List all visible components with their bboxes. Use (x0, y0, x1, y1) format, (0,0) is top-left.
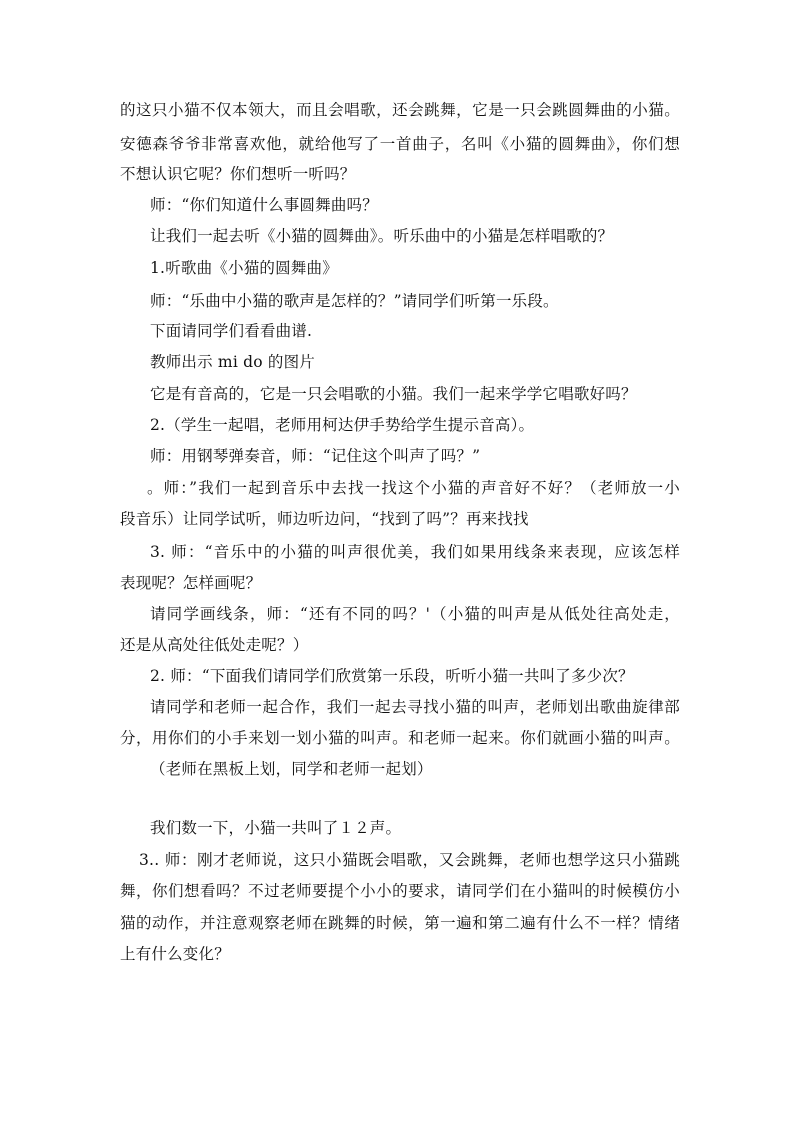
paragraph-line: 上有什么变化？ (120, 945, 230, 963)
paragraph-line: 安德森爷爷非常喜欢他，就给他写了一首曲子，名叫《小猫的圆舞曲》，你们想 (120, 135, 680, 153)
paragraph-line: 还是从高处往低处走呢？） (120, 636, 309, 654)
paragraph-line: 师：“你们知道什么事圆舞曲吗？ (150, 196, 378, 214)
paragraph-line: 段音乐）让同学试听，师边听边问，“找到了吗”？再来找找 (120, 510, 529, 528)
paragraph-line: 请同学画线条，师：“还有不同的吗？'（小猫的叫声是从低处往高处走， (150, 605, 680, 623)
paragraph-line: （老师在黑板上划，同学和老师一起划） (150, 760, 433, 778)
paragraph-line: 。师：”我们一起到音乐中去找一找这个小猫的声音好不好？（老师放一小 (147, 479, 680, 497)
paragraph-line: 2.（学生一起唱，老师用柯达伊手势给学生提示音高）。 (150, 416, 535, 434)
paragraph-line: 师：“乐曲中小猫的歌声是怎样的？”请同学们听第一乐段。 (150, 292, 559, 310)
paragraph-line: 师：用钢琴弹奏音，师：“记住这个叫声了吗？” (150, 447, 481, 465)
paragraph-line: 让我们一起去听《小猫的圆舞曲》。听乐曲中的小猫是怎样唱歌的？ (150, 227, 614, 245)
paragraph-line: 我们数一下，小猫一共叫了１２声。 (150, 819, 402, 837)
paragraph-line: 猫的动作，并注意观察老师在跳舞的时候，第一遍和第二遍有什么不一样？情绪 (120, 914, 680, 932)
paragraph-line: 它是有音高的，它是一只会唱歌的小猫。我们一起来学学它唱歌好吗？ (150, 385, 637, 403)
paragraph-line: 2. 师：“下面我们请同学们欣赏第一乐段，听听小猫一共叫了多少次？ (150, 667, 634, 685)
paragraph-line: 表现呢？怎样画呢？ (120, 574, 262, 592)
paragraph-line: 教师出示 mi do 的图片 (150, 353, 315, 371)
paragraph-line: 请同学和老师一起合作，我们一起去寻找小猫的叫声，老师划出歌曲旋律部 (150, 698, 680, 716)
paragraph-line: 下面请同学们看看曲谱. (150, 322, 313, 340)
paragraph-line: 3. 师：“音乐中的小猫的叫声很优美，我们如果用线条来表现，应该怎样 (150, 543, 680, 561)
paragraph-line: 舞，你们想看吗？不过老师要提个小小的要求，请同学们在小猫叫的时候模仿小 (120, 882, 680, 900)
paragraph-line: 3.. 师：刚才老师说，这只小猫既会唱歌，又会跳舞，老师也想学这只小猫跳 (139, 851, 680, 869)
paragraph-line: 的这只小猫不仅本领大，而且会唱歌，还会跳舞，它是一只会跳圆舞曲的小猫。 (120, 101, 680, 119)
paragraph-line: 分，用你们的小手来划一划小猫的叫声。和老师一起来。你们就画小猫的叫声。 (120, 729, 680, 747)
paragraph-line: 1.听歌曲《小猫的圆舞曲》 (150, 259, 338, 277)
paragraph-line: 不想认识它呢？你们想听一听吗？ (120, 165, 356, 183)
